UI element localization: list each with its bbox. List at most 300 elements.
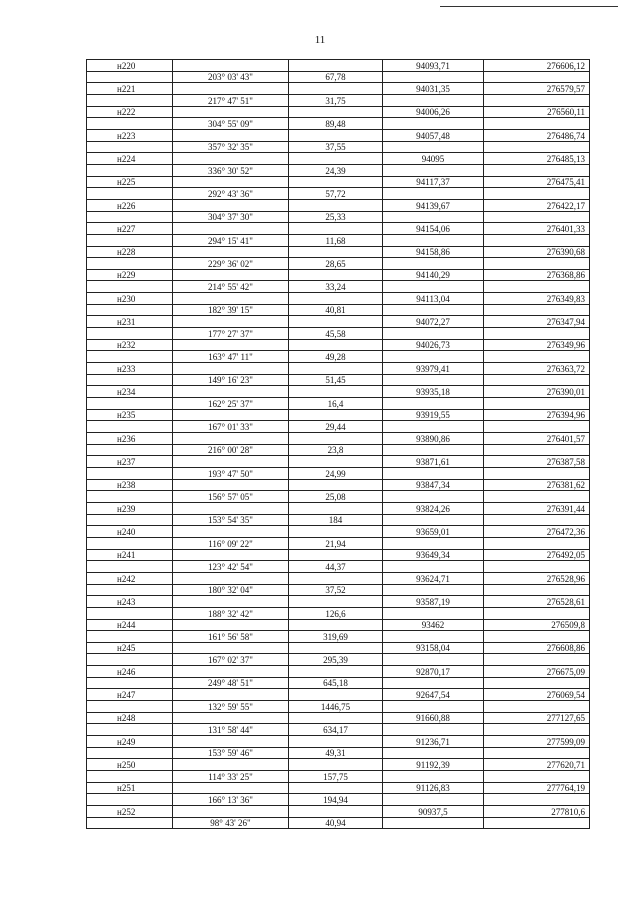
point-row <box>87 293 590 305</box>
x-coordinate-cell <box>383 234 484 246</box>
point-row <box>87 386 590 398</box>
point-cell <box>87 444 173 456</box>
point-row <box>87 153 590 165</box>
length-cell: 29,44 <box>289 421 383 433</box>
angle-cell: 180° 32' 04" <box>173 584 289 596</box>
length-cell: 49,31 <box>289 747 383 759</box>
length-cell <box>289 363 383 375</box>
length-cell: 44,37 <box>289 561 383 573</box>
angle-cell: 156° 57' 05" <box>173 491 289 503</box>
angle-cell <box>173 712 289 724</box>
x-coordinate-cell: 93871,61 <box>383 456 484 468</box>
angle-cell: 161° 56' 58" <box>173 631 289 643</box>
y-coordinate-cell: 276475,41 <box>484 176 590 188</box>
length-cell <box>289 129 383 141</box>
length-cell: 1446,75 <box>289 701 383 713</box>
y-coordinate-cell <box>484 398 590 410</box>
y-coordinate-cell: 276485,13 <box>484 153 590 165</box>
angle-cell <box>173 782 289 794</box>
length-cell: 157,75 <box>289 771 383 783</box>
length-cell: 51,45 <box>289 374 383 386</box>
point-cell <box>87 747 173 759</box>
segment-row <box>87 188 590 200</box>
x-coordinate-cell <box>383 491 484 503</box>
y-coordinate-cell: 276528,61 <box>484 596 590 608</box>
x-coordinate-cell: 91192,39 <box>383 759 484 771</box>
segment-row <box>87 421 590 433</box>
length-cell <box>289 409 383 421</box>
angle-cell: 294° 15' 41" <box>173 234 289 246</box>
y-coordinate-cell <box>484 304 590 316</box>
x-coordinate-cell: 94140,29 <box>383 269 484 281</box>
x-coordinate-cell <box>383 817 484 829</box>
y-coordinate-cell: 277620,71 <box>484 759 590 771</box>
y-coordinate-cell: 276347,94 <box>484 316 590 328</box>
angle-cell <box>173 666 289 678</box>
segment-row <box>87 537 590 549</box>
length-cell <box>289 666 383 678</box>
x-coordinate-cell <box>383 188 484 200</box>
point-cell <box>87 654 173 666</box>
angle-cell <box>173 479 289 491</box>
length-cell <box>289 293 383 305</box>
angle-cell: 149° 16' 23" <box>173 374 289 386</box>
angle-cell <box>173 572 289 584</box>
x-coordinate-cell <box>383 467 484 479</box>
point-cell <box>87 398 173 410</box>
length-cell <box>289 106 383 118</box>
point-cell: н242 <box>87 572 173 584</box>
angle-cell: 193° 47' 50" <box>173 467 289 479</box>
y-coordinate-cell <box>484 421 590 433</box>
angle-cell <box>173 759 289 771</box>
segment-row <box>87 724 590 736</box>
x-coordinate-cell <box>383 677 484 689</box>
coordinates-table <box>86 59 590 829</box>
length-cell: 126,6 <box>289 607 383 619</box>
point-row <box>87 596 590 608</box>
point-cell <box>87 374 173 386</box>
point-cell: н232 <box>87 339 173 351</box>
angle-cell <box>173 409 289 421</box>
point-row <box>87 572 590 584</box>
point-cell: н247 <box>87 689 173 701</box>
angle-cell: 357° 32' 35" <box>173 141 289 153</box>
length-cell: 89,48 <box>289 118 383 130</box>
point-cell: н236 <box>87 433 173 445</box>
point-cell <box>87 71 173 83</box>
point-cell: н240 <box>87 526 173 538</box>
point-cell: н231 <box>87 316 173 328</box>
x-coordinate-cell <box>383 724 484 736</box>
angle-cell <box>173 386 289 398</box>
length-cell <box>289 759 383 771</box>
segment-row <box>87 771 590 783</box>
point-cell <box>87 514 173 526</box>
point-cell <box>87 771 173 783</box>
x-coordinate-cell: 91236,71 <box>383 736 484 748</box>
angle-cell <box>173 269 289 281</box>
x-coordinate-cell <box>383 211 484 223</box>
angle-cell: 292° 43' 36" <box>173 188 289 200</box>
point-cell <box>87 304 173 316</box>
angle-cell <box>173 596 289 608</box>
angle-cell: 182° 39' 15" <box>173 304 289 316</box>
x-coordinate-cell: 94031,35 <box>383 83 484 95</box>
y-coordinate-cell: 276401,57 <box>484 433 590 445</box>
length-cell: 57,72 <box>289 188 383 200</box>
angle-cell: 229° 36' 02" <box>173 258 289 270</box>
y-coordinate-cell <box>484 701 590 713</box>
point-row <box>87 759 590 771</box>
point-cell <box>87 631 173 643</box>
x-coordinate-cell: 94006,26 <box>383 106 484 118</box>
point-cell <box>87 118 173 130</box>
angle-cell: 163° 47' 11" <box>173 351 289 363</box>
y-coordinate-cell: 276394,96 <box>484 409 590 421</box>
angle-cell: 162° 25' 37" <box>173 398 289 410</box>
length-cell <box>289 806 383 818</box>
point-row <box>87 456 590 468</box>
y-coordinate-cell <box>484 584 590 596</box>
x-coordinate-cell: 93919,55 <box>383 409 484 421</box>
point-cell <box>87 701 173 713</box>
x-coordinate-cell: 93624,71 <box>383 572 484 584</box>
angle-cell: 304° 55' 09" <box>173 118 289 130</box>
x-coordinate-cell: 94117,37 <box>383 176 484 188</box>
segment-row <box>87 631 590 643</box>
angle-cell <box>173 689 289 701</box>
x-coordinate-cell <box>383 654 484 666</box>
point-cell <box>87 817 173 829</box>
y-coordinate-cell <box>484 537 590 549</box>
x-coordinate-cell <box>383 141 484 153</box>
x-coordinate-cell <box>383 747 484 759</box>
point-cell <box>87 164 173 176</box>
y-coordinate-cell <box>484 328 590 340</box>
point-row <box>87 806 590 818</box>
length-cell <box>289 153 383 165</box>
y-coordinate-cell: 276381,62 <box>484 479 590 491</box>
length-cell <box>289 60 383 72</box>
length-cell <box>289 246 383 258</box>
angle-cell: 98° 43' 26" <box>173 817 289 829</box>
x-coordinate-cell: 93659,01 <box>383 526 484 538</box>
point-cell: н229 <box>87 269 173 281</box>
point-cell <box>87 188 173 200</box>
x-coordinate-cell: 91126,83 <box>383 782 484 794</box>
point-cell: н248 <box>87 712 173 724</box>
angle-cell <box>173 456 289 468</box>
x-coordinate-cell: 93890,86 <box>383 433 484 445</box>
length-cell <box>289 596 383 608</box>
point-row <box>87 339 590 351</box>
x-coordinate-cell: 93847,34 <box>383 479 484 491</box>
length-cell <box>289 479 383 491</box>
length-cell <box>289 339 383 351</box>
point-row <box>87 666 590 678</box>
point-cell <box>87 141 173 153</box>
y-coordinate-cell <box>484 141 590 153</box>
point-row <box>87 642 590 654</box>
segment-row <box>87 374 590 386</box>
segment-row <box>87 281 590 293</box>
x-coordinate-cell <box>383 794 484 806</box>
x-coordinate-cell: 93158,04 <box>383 642 484 654</box>
length-cell: 40,81 <box>289 304 383 316</box>
length-cell <box>289 83 383 95</box>
segment-row <box>87 351 590 363</box>
angle-cell: 177° 27' 37" <box>173 328 289 340</box>
angle-cell <box>173 176 289 188</box>
point-row <box>87 316 590 328</box>
length-cell: 16,4 <box>289 398 383 410</box>
segment-row <box>87 491 590 503</box>
segment-row <box>87 141 590 153</box>
segment-row <box>87 514 590 526</box>
length-cell <box>289 782 383 794</box>
y-coordinate-cell <box>484 677 590 689</box>
length-cell <box>289 549 383 561</box>
y-coordinate-cell <box>484 817 590 829</box>
y-coordinate-cell <box>484 118 590 130</box>
point-cell: н252 <box>87 806 173 818</box>
x-coordinate-cell <box>383 537 484 549</box>
point-row <box>87 83 590 95</box>
y-coordinate-cell <box>484 654 590 666</box>
point-cell: н243 <box>87 596 173 608</box>
x-coordinate-cell <box>383 701 484 713</box>
y-coordinate-cell <box>484 94 590 106</box>
length-cell <box>289 619 383 631</box>
angle-cell: 336° 30' 52" <box>173 164 289 176</box>
point-cell: н224 <box>87 153 173 165</box>
y-coordinate-cell <box>484 374 590 386</box>
x-coordinate-cell: 94139,67 <box>383 199 484 211</box>
y-coordinate-cell <box>484 188 590 200</box>
x-coordinate-cell: 94095 <box>383 153 484 165</box>
x-coordinate-cell: 94093,71 <box>383 60 484 72</box>
segment-row <box>87 584 590 596</box>
segment-row <box>87 71 590 83</box>
y-coordinate-cell: 277127,65 <box>484 712 590 724</box>
length-cell: 67,78 <box>289 71 383 83</box>
length-cell: 24,39 <box>289 164 383 176</box>
x-coordinate-cell: 93649,34 <box>383 549 484 561</box>
header-rule <box>440 6 618 7</box>
point-row <box>87 736 590 748</box>
angle-cell: 153° 54' 35" <box>173 514 289 526</box>
angle-cell <box>173 153 289 165</box>
x-coordinate-cell <box>383 444 484 456</box>
x-coordinate-cell <box>383 164 484 176</box>
y-coordinate-cell <box>484 607 590 619</box>
point-cell: н234 <box>87 386 173 398</box>
point-row <box>87 549 590 561</box>
point-row <box>87 199 590 211</box>
y-coordinate-cell: 276363,72 <box>484 363 590 375</box>
x-coordinate-cell <box>383 514 484 526</box>
segment-row <box>87 561 590 573</box>
y-coordinate-cell: 276509,8 <box>484 619 590 631</box>
angle-cell: 116° 09' 22" <box>173 537 289 549</box>
y-coordinate-cell: 276401,33 <box>484 223 590 235</box>
point-cell: н250 <box>87 759 173 771</box>
segment-row <box>87 654 590 666</box>
x-coordinate-cell <box>383 374 484 386</box>
y-coordinate-cell <box>484 258 590 270</box>
angle-cell: 304° 37' 30" <box>173 211 289 223</box>
x-coordinate-cell: 93587,19 <box>383 596 484 608</box>
point-row <box>87 129 590 141</box>
x-coordinate-cell <box>383 771 484 783</box>
length-cell: 645,18 <box>289 677 383 689</box>
y-coordinate-cell <box>484 631 590 643</box>
point-cell: н245 <box>87 642 173 654</box>
point-cell: н228 <box>87 246 173 258</box>
angle-cell: 203° 03' 43" <box>173 71 289 83</box>
angle-cell <box>173 223 289 235</box>
angle-cell: 132° 59' 55" <box>173 701 289 713</box>
point-row <box>87 106 590 118</box>
y-coordinate-cell <box>484 444 590 456</box>
y-coordinate-cell: 276560,11 <box>484 106 590 118</box>
length-cell <box>289 502 383 514</box>
point-cell <box>87 794 173 806</box>
length-cell: 319,69 <box>289 631 383 643</box>
point-cell: н230 <box>87 293 173 305</box>
angle-cell: 188° 32' 42" <box>173 607 289 619</box>
y-coordinate-cell <box>484 561 590 573</box>
length-cell <box>289 433 383 445</box>
y-coordinate-cell <box>484 71 590 83</box>
segment-row <box>87 258 590 270</box>
point-cell: н222 <box>87 106 173 118</box>
point-row <box>87 619 590 631</box>
length-cell: 295,39 <box>289 654 383 666</box>
y-coordinate-cell: 276486,74 <box>484 129 590 141</box>
angle-cell <box>173 433 289 445</box>
point-cell <box>87 491 173 503</box>
angle-cell <box>173 293 289 305</box>
y-coordinate-cell: 276391,44 <box>484 502 590 514</box>
segment-row <box>87 794 590 806</box>
length-cell: 40,94 <box>289 817 383 829</box>
angle-cell: 214° 55' 42" <box>173 281 289 293</box>
point-row <box>87 269 590 281</box>
angle-cell <box>173 60 289 72</box>
x-coordinate-cell <box>383 584 484 596</box>
angle-cell: 167° 01' 33" <box>173 421 289 433</box>
length-cell: 21,94 <box>289 537 383 549</box>
segment-row <box>87 211 590 223</box>
segment-row <box>87 304 590 316</box>
angle-cell <box>173 339 289 351</box>
length-cell <box>289 689 383 701</box>
x-coordinate-cell: 93462 <box>383 619 484 631</box>
length-cell: 194,94 <box>289 794 383 806</box>
x-coordinate-cell: 92870,17 <box>383 666 484 678</box>
length-cell <box>289 642 383 654</box>
segment-row <box>87 701 590 713</box>
x-coordinate-cell: 93935,18 <box>383 386 484 398</box>
x-coordinate-cell <box>383 398 484 410</box>
x-coordinate-cell: 91660,88 <box>383 712 484 724</box>
point-cell <box>87 234 173 246</box>
point-row <box>87 433 590 445</box>
x-coordinate-cell: 94026,73 <box>383 339 484 351</box>
point-cell <box>87 421 173 433</box>
point-cell: н223 <box>87 129 173 141</box>
y-coordinate-cell: 276675,09 <box>484 666 590 678</box>
x-coordinate-cell: 93824,26 <box>383 502 484 514</box>
y-coordinate-cell <box>484 514 590 526</box>
angle-cell <box>173 736 289 748</box>
point-cell: н237 <box>87 456 173 468</box>
length-cell: 37,55 <box>289 141 383 153</box>
angle-cell <box>173 129 289 141</box>
coordinates-table-body <box>87 60 590 829</box>
length-cell <box>289 223 383 235</box>
x-coordinate-cell <box>383 281 484 293</box>
length-cell: 11,68 <box>289 234 383 246</box>
x-coordinate-cell <box>383 71 484 83</box>
y-coordinate-cell: 276528,96 <box>484 572 590 584</box>
point-row <box>87 479 590 491</box>
length-cell: 24,99 <box>289 467 383 479</box>
y-coordinate-cell: 276422,17 <box>484 199 590 211</box>
x-coordinate-cell <box>383 328 484 340</box>
y-coordinate-cell: 276608,86 <box>484 642 590 654</box>
angle-cell <box>173 806 289 818</box>
segment-row <box>87 747 590 759</box>
point-cell <box>87 724 173 736</box>
y-coordinate-cell <box>484 164 590 176</box>
point-cell <box>87 561 173 573</box>
x-coordinate-cell <box>383 607 484 619</box>
angle-cell <box>173 246 289 258</box>
segment-row <box>87 607 590 619</box>
y-coordinate-cell: 276387,58 <box>484 456 590 468</box>
point-cell <box>87 258 173 270</box>
segment-row <box>87 398 590 410</box>
point-row <box>87 526 590 538</box>
segment-row <box>87 467 590 479</box>
y-coordinate-cell: 277599,09 <box>484 736 590 748</box>
y-coordinate-cell: 276349,96 <box>484 339 590 351</box>
point-cell <box>87 211 173 223</box>
angle-cell: 167° 02' 37" <box>173 654 289 666</box>
angle-cell <box>173 549 289 561</box>
x-coordinate-cell: 94072,27 <box>383 316 484 328</box>
y-coordinate-cell: 276579,57 <box>484 83 590 95</box>
point-cell: н235 <box>87 409 173 421</box>
length-cell <box>289 526 383 538</box>
angle-cell: 153° 59' 46" <box>173 747 289 759</box>
angle-cell: 114° 33' 25" <box>173 771 289 783</box>
point-cell: н251 <box>87 782 173 794</box>
point-row <box>87 782 590 794</box>
y-coordinate-cell: 276069,54 <box>484 689 590 701</box>
x-coordinate-cell <box>383 351 484 363</box>
angle-cell <box>173 502 289 514</box>
angle-cell <box>173 199 289 211</box>
length-cell <box>289 736 383 748</box>
segment-row <box>87 164 590 176</box>
point-row <box>87 223 590 235</box>
y-coordinate-cell: 276492,05 <box>484 549 590 561</box>
x-coordinate-cell <box>383 421 484 433</box>
